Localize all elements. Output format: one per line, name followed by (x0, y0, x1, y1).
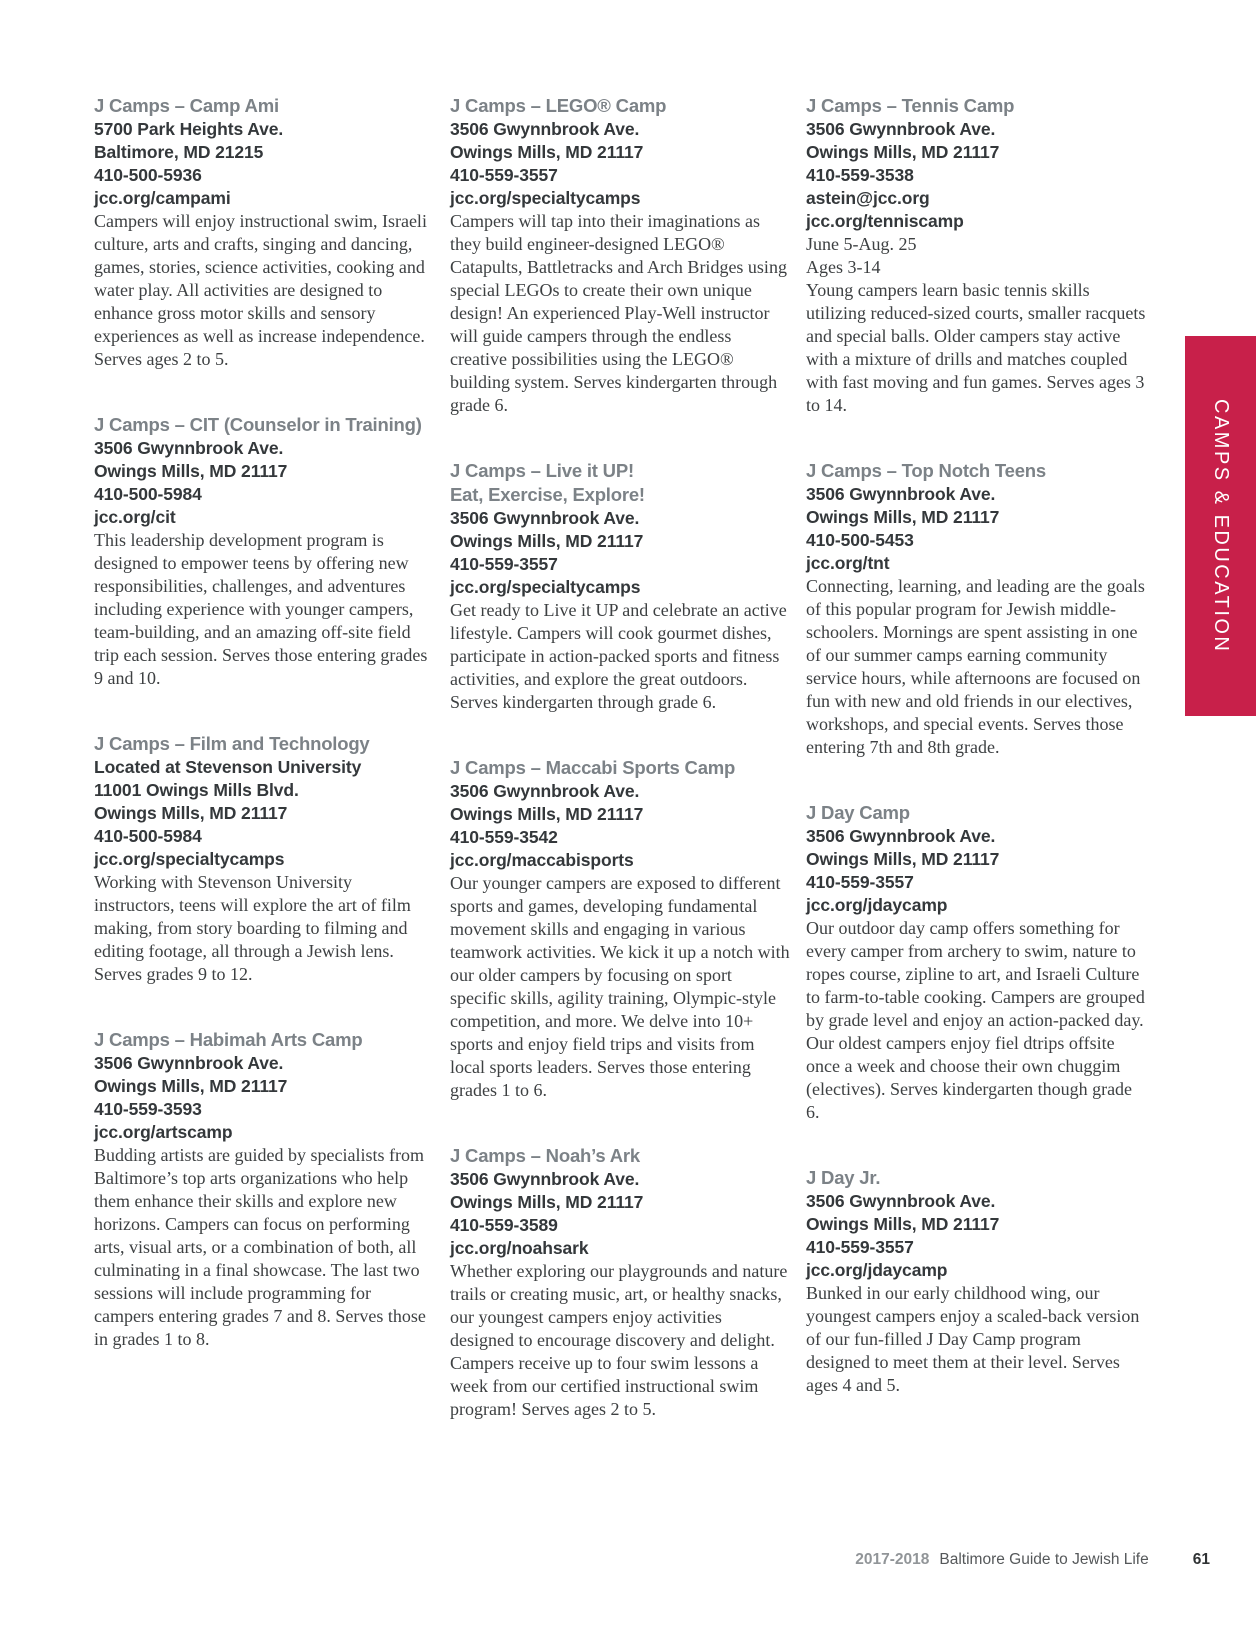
camp-contact-lines (450, 1168, 790, 1260)
camp-description: Bunked in our early childhood wing, our youngest campers enjoy a scaled-back version of our fun-filled J Day Camp program designed to meet them at their level. Serves ages 4 and 5. (806, 1283, 1140, 1395)
camp-contact-lines (450, 118, 790, 210)
directory-columns (94, 94, 1146, 1463)
camp-info-lines (806, 233, 1146, 279)
camp-contact-line: jcc.org/jdaycamp (806, 895, 948, 915)
camp-contact-line: 3506 Gwynnbrook Ave. (806, 484, 996, 504)
camp-title-line: J Camps – Maccabi Sports Camp (450, 757, 736, 778)
camp-contact-line: 410-500-5453 (806, 530, 914, 550)
camp-listing (450, 756, 790, 1102)
camp-description: Campers will tap into their imaginations as they build engineer-designed LEGO® Catapults, Battletracks and Arch Bridges using special LEGOs to create their own unique design! An experienced Play-Well instructor will guide campers through the endless creative possibilities using the LEGO® building system. Serves kindergarten through grade 6. (450, 211, 787, 415)
camp-title (450, 1144, 790, 1168)
camp-title (450, 756, 790, 780)
camp-contact-line: 410-500-5984 (94, 484, 202, 504)
camp-listing (806, 801, 1146, 1124)
footer-year: 2017-2018 (855, 1551, 930, 1568)
camp-contact-lines (806, 483, 1146, 575)
camp-contact-line: jcc.org/tenniscamp (806, 211, 964, 231)
camp-contact-line: 3506 Gwynnbrook Ave. (94, 438, 284, 458)
camp-contact-line: Located at Stevenson University (94, 757, 362, 777)
camp-title (94, 732, 434, 756)
camp-contact-line: 3506 Gwynnbrook Ave. (450, 119, 640, 139)
camp-title-line: J Camps – Live it UP! (450, 460, 634, 481)
camp-contact-line: jcc.org/noahsark (450, 1238, 589, 1258)
camp-title (94, 94, 434, 118)
camp-contact-line: Owings Mills, MD 21117 (450, 531, 644, 551)
camp-contact-lines (806, 118, 1146, 233)
camp-description: Working with Stevenson University instructors, teens will explore the art of film making, from story boarding to filming and editing footage, all through a Jewish lens. Serves grades 9 to 12. (94, 872, 411, 984)
camp-title-line: J Camps – CIT (Counselor in Training) (94, 414, 422, 435)
directory-column-3 (806, 94, 1146, 1463)
camp-description: This leadership development program is designed to empower teens by offering new responsibilities, challenges, and adventures including experience with younger campers, team-building, and an amazing off-site field trip each session. Serves those entering grades 9 and 10. (94, 530, 428, 688)
camp-description: Get ready to Live it UP and celebrate an active lifestyle. Campers will cook gourmet dishes, participate in action-packed sports and fitness activities, and explore the great outdoors. Serves kindergarten through grade 6. (450, 600, 787, 712)
camp-listing (806, 1166, 1146, 1397)
camp-contact-line: Owings Mills, MD 21117 (450, 804, 644, 824)
camp-title (806, 459, 1146, 483)
camp-contact-line: 3506 Gwynnbrook Ave. (450, 1169, 640, 1189)
camp-description: Young campers learn basic tennis skills utilizing reduced-sized courts, smaller racquets and special balls. Older campers stay active with a mixture of drills and matches coupled with fast moving and fun games. Serves ages 3 to 14. (806, 280, 1146, 415)
camp-contact-line: jcc.org/jdaycamp (806, 1260, 948, 1280)
camp-title (94, 413, 434, 437)
camp-contact-line: jcc.org/cit (94, 507, 176, 527)
camp-contact-lines (806, 1190, 1146, 1282)
camp-contact-lines (806, 825, 1146, 917)
section-tab-label: CAMPS & EDUCATION (1210, 398, 1232, 654)
camp-listing (94, 413, 434, 690)
camp-contact-line: jcc.org/artscamp (94, 1122, 233, 1142)
camp-info-line: June 5-Aug. 25 (806, 234, 917, 254)
camp-contact-lines (94, 756, 434, 871)
camp-contact-line: 410-559-3538 (806, 165, 914, 185)
camp-contact-line: Owings Mills, MD 21117 (94, 803, 288, 823)
camp-contact-line: 3506 Gwynnbrook Ave. (450, 781, 640, 801)
camp-contact-line: Owings Mills, MD 21117 (806, 849, 1000, 869)
camp-contact-line: 410-559-3557 (806, 872, 914, 892)
camp-contact-lines (450, 507, 790, 599)
camp-contact-line: Owings Mills, MD 21117 (806, 142, 1000, 162)
camp-title (806, 94, 1146, 118)
camp-contact-line: 410-559-3557 (450, 165, 558, 185)
camp-description: Our outdoor day camp offers something for every camper from archery to swim, nature to ropes course, zipline to art, and Israeli Culture to farm-to-table cooking. Campers are grouped by grade level and enjoy an action-packed day. Our oldest campers enjoy fiel dtrips offsite once a week and choose their own chuggim (electives). Serves kindergarten though grade 6. (806, 918, 1145, 1122)
footer-page-number: 61 (1192, 1551, 1210, 1568)
camp-contact-line: 3506 Gwynnbrook Ave. (94, 1053, 284, 1073)
camp-contact-line: jcc.org/specialtycamps (94, 849, 285, 869)
camp-contact-line: 5700 Park Heights Ave. (94, 119, 284, 139)
directory-column-2 (450, 94, 790, 1463)
camp-listing (94, 732, 434, 986)
camp-contact-lines (94, 1052, 434, 1144)
directory-column-1 (94, 94, 434, 1463)
camp-title-line: J Camps – LEGO® Camp (450, 95, 667, 116)
camp-contact-line: Owings Mills, MD 21117 (806, 507, 1000, 527)
camp-contact-line: 410-559-3593 (94, 1099, 202, 1119)
camp-title (450, 459, 790, 507)
camp-contact-line: 410-559-3557 (806, 1237, 914, 1257)
camp-listing (450, 459, 790, 714)
camp-description: Connecting, learning, and leading are the goals of this popular program for Jewish middle-schoolers. Mornings are spent assisting in one of our summer camps earning community service hours, while afternoons are focused on fun with new and old friends in our electives, workshops, and special events. Serves those entering 7th and 8th grade. (806, 576, 1145, 757)
camp-contact-line: Baltimore, MD 21215 (94, 142, 264, 162)
camp-contact-line: 3506 Gwynnbrook Ave. (806, 119, 996, 139)
camp-listing (806, 94, 1146, 417)
camp-listing (450, 1144, 790, 1421)
camp-title-line: J Camps – Film and Technology (94, 733, 370, 754)
camp-listing (94, 94, 434, 371)
camp-description: Our younger campers are exposed to different sports and games, developing fundamental movement skills and engaging in various teamwork activities. We kick it up a notch with our older campers by focusing on sport specific skills, agility training, Olympic-style competition, and more. We delve into 10+ sports and enjoy field trips and visits from local sports leaders. Serves those entering grades 1 to 6. (450, 873, 790, 1100)
camp-title (806, 801, 1146, 825)
section-tab-camps-education (1185, 336, 1256, 716)
camp-contact-line: Owings Mills, MD 21117 (450, 1192, 644, 1212)
camp-title-line: J Camps – Habimah Arts Camp (94, 1029, 363, 1050)
camp-title-line: J Camps – Top Notch Teens (806, 460, 1046, 481)
camp-contact-lines (94, 437, 434, 529)
camp-contact-line: jcc.org/specialtycamps (450, 188, 641, 208)
camp-contact-line: 410-500-5936 (94, 165, 202, 185)
camp-listing (94, 1028, 434, 1351)
footer-guide-title: Baltimore Guide to Jewish Life (939, 1551, 1149, 1568)
camp-title (94, 1028, 434, 1052)
camp-title-line: J Camps – Noah’s Ark (450, 1145, 640, 1166)
camp-contact-line: Owings Mills, MD 21117 (806, 1214, 1000, 1234)
camp-title (806, 1166, 1146, 1190)
camp-contact-line: 410-559-3557 (450, 554, 558, 574)
camp-contact-lines (94, 118, 434, 210)
camp-title-line: Eat, Exercise, Explore! (450, 484, 645, 505)
camp-listing (806, 459, 1146, 759)
camp-contact-line: astein@jcc.org (806, 188, 930, 208)
camp-contact-line: 410-500-5984 (94, 826, 202, 846)
camp-info-line: Ages 3-14 (806, 257, 881, 277)
camp-contact-line: Owings Mills, MD 21117 (94, 1076, 288, 1096)
camp-title-line: J Camps – Camp Ami (94, 95, 279, 116)
camp-title-line: J Day Jr. (806, 1167, 881, 1188)
camp-listing (450, 94, 790, 417)
camp-contact-line: Owings Mills, MD 21117 (94, 461, 288, 481)
camp-title (450, 94, 790, 118)
camp-contact-line: jcc.org/maccabisports (450, 850, 634, 870)
camp-contact-line: 3506 Gwynnbrook Ave. (806, 1191, 996, 1211)
camp-contact-line: 3506 Gwynnbrook Ave. (450, 508, 640, 528)
camp-contact-line: jcc.org/campami (94, 188, 231, 208)
camp-contact-line: 410-559-3542 (450, 827, 558, 847)
camp-contact-line: Owings Mills, MD 21117 (450, 142, 644, 162)
page-footer (855, 1551, 1210, 1569)
camp-contact-line: 11001 Owings Mills Blvd. (94, 780, 299, 800)
camp-description: Whether exploring our playgrounds and nature trails or creating music, art, or healthy snacks, our youngest campers enjoy activities designed to encourage discovery and delight. Campers receive up to four swim lessons a week from our certified instructional swim program! Serves ages 2 to 5. (450, 1261, 788, 1419)
camp-contact-line: jcc.org/tnt (806, 553, 890, 573)
camp-contact-line: 3506 Gwynnbrook Ave. (806, 826, 996, 846)
camp-description: Budding artists are guided by specialists from Baltimore’s top arts organizations who help them enhance their skills and explore new horizons. Campers can focus on performing arts, visual arts, or a combination of both, all culminating in a final showcase. The last two sessions will include programming for campers entering grades 7 and 8. Serves those in grades 1 to 8. (94, 1145, 426, 1349)
camp-contact-lines (450, 780, 790, 872)
camp-contact-line: jcc.org/specialtycamps (450, 577, 641, 597)
camp-title-line: J Day Camp (806, 802, 910, 823)
camp-title-line: J Camps – Tennis Camp (806, 95, 1015, 116)
camp-contact-line: 410-559-3589 (450, 1215, 558, 1235)
camp-description: Campers will enjoy instructional swim, Israeli culture, arts and crafts, singing and dancing, games, stories, science activities, cooking and water play. All activities are designed to enhance gross motor skills and sensory experiences as well as increase independence. Serves ages 2 to 5. (94, 211, 427, 369)
